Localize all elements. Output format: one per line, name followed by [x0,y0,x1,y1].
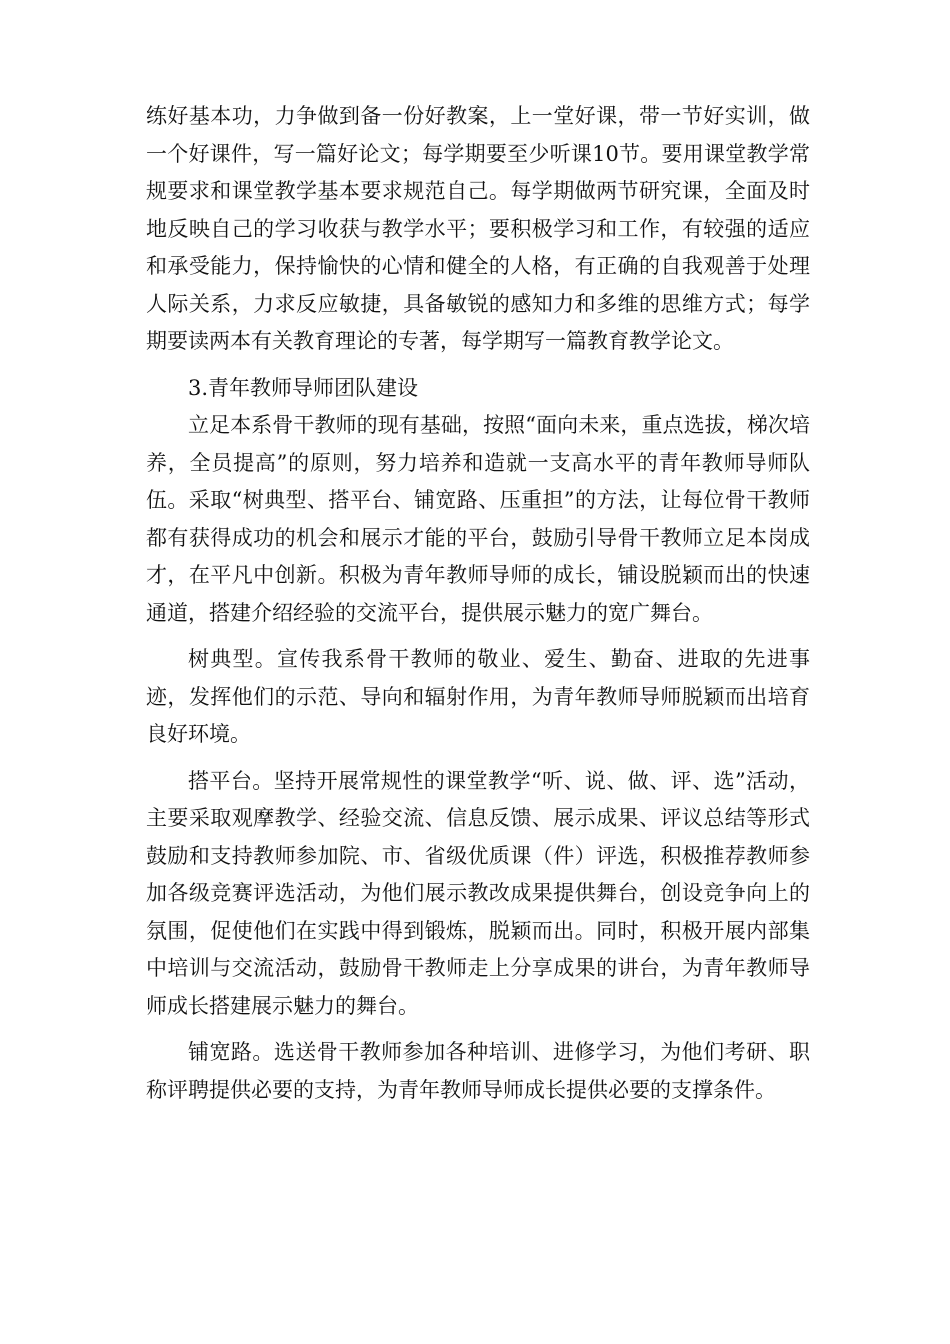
body-paragraph-model: 树典型。宣传我系骨干教师的敬业、爱生、勤奋、进取的先进事迹，发挥他们的示范、导向和辐射作用，为青年教师导师脱颖而出培育良好环境。 [146,647,810,746]
body-paragraph-platform: 搭平台。坚持开展常规性的课堂教学“听、说、做、评、选”活动，主要采取观摩教学、经验交流、信息反馈、展示成果、评议总结等形式鼓励和支持教师参加院、市、省级优质课（件）评选，积极推荐教师参加各级竞赛评选活动，为他们展示教改成果提供舞台，创设竞争向上的氛围，促使他们在实践中得到锻炼，脱颖而出。同时，积极开展内部集中培训与交流活动，鼓励骨干教师走上分享成果的讲台，为青年教师导师成长搭建展示魅力的舞台。 [146,768,810,1018]
document-page [146,98,810,1109]
section-heading: 3.青年教师导师团队建设 [188,375,419,400]
body-paragraph-path: 铺宽路。选送骨干教师参加各种培训、进修学习，为他们考研、职称评聘提供必要的支持，为青年教师导师成长提供必要的支撑条件。 [146,1040,810,1102]
body-paragraph-continued: 练好基本功，力争做到备一份好教案，上一堂好课，带一节好实训，做一个好课件，写一篇好论文；每学期要至少听课10节。要用课堂教学常规要求和课堂教学基本要求规范自己。每学期做两节研究课，全面及时地反映自己的学习收获与教学水平；要积极学习和工作，有较强的适应和承受能力，保持愉快的心情和健全的人格，有正确的自我观善于处理人际关系，力求反应敏捷，具备敏锐的感知力和多维的思维方式；每学期要读两本有关教育理论的专著，每学期写一篇教育教学论文。 [146,104,810,353]
body-paragraph-team-building: 立足本系骨干教师的现有基础，按照“面向未来，重点选拔，梯次培养，全员提高”的原则，努力培养和造就一支高水平的青年教师导师队伍。采取“树典型、搭平台、铺宽路、压重担”的方法，让每位骨干教师都有获得成功的机会和展示才能的平台，鼓励引导骨干教师立足本岗成才，在平凡中创新。积极为青年教师导师的成长，铺设脱颖而出的快速通道，搭建介绍经验的交流平台，提供展示魅力的宽广舞台。 [146,413,810,625]
